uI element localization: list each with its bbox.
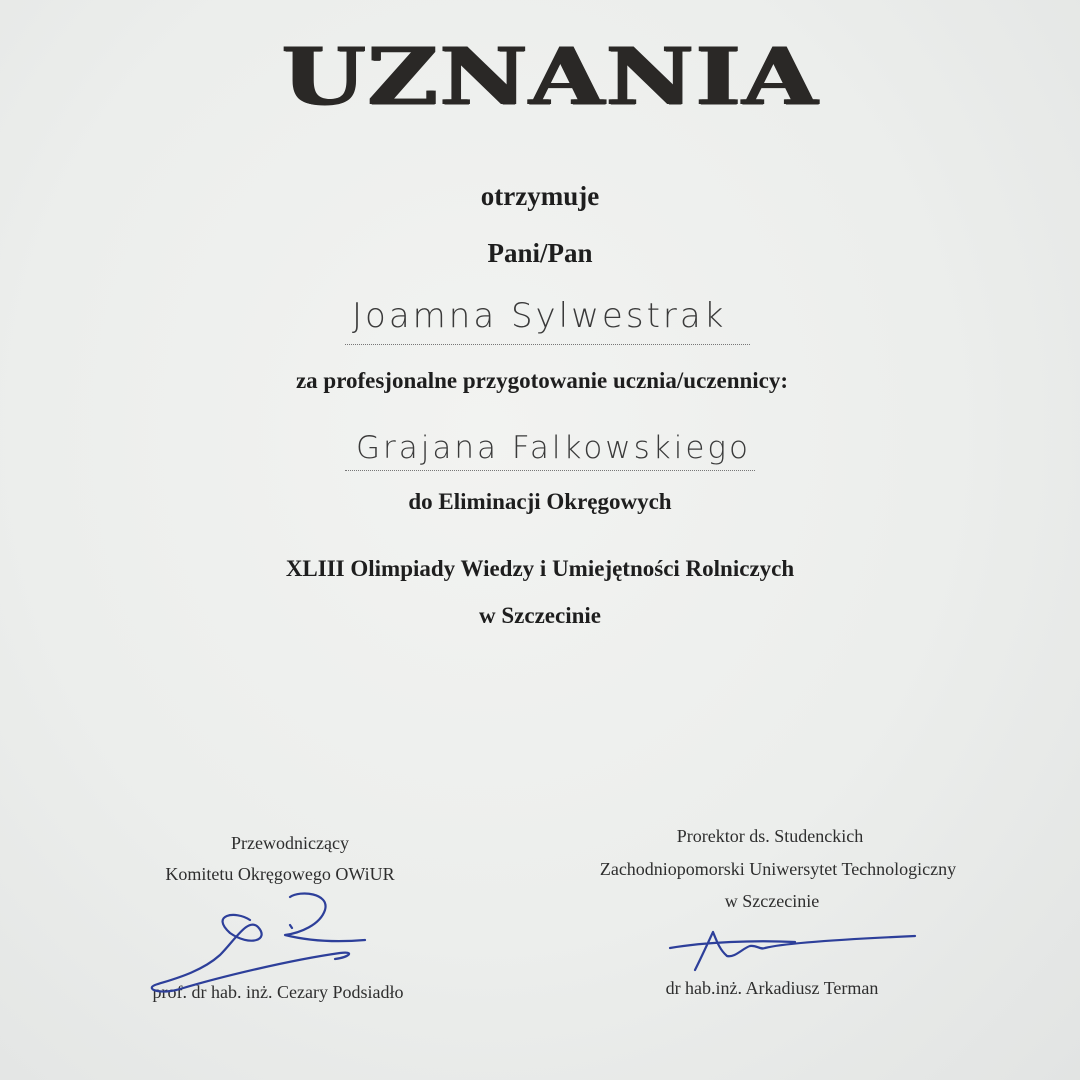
recipient-name-handwritten: Joamna Sylwestrak [352, 296, 727, 336]
right-signature [665, 920, 925, 980]
left-signature [140, 885, 370, 1015]
certificate-title: UZNANIA [281, 30, 819, 123]
left-signatory-role-2: Komitetu Okręgowego OWiUR [165, 864, 395, 884]
left-signatory-name: prof. dr hab. inż. Cezary Podsiadło [152, 982, 404, 1002]
right-signatory-role-1: Prorektor ds. Studenckich [676, 826, 864, 846]
recipient-name-dotted-line [345, 344, 750, 345]
stage-text: do Eliminacji Okręgowych [408, 489, 672, 514]
right-signatory-role-3: w Szczecinie [724, 891, 820, 911]
olympiad-text: XLIII Olimpiady Wiedzy i Umiejętności Rolniczych [285, 556, 795, 581]
student-name-handwritten: Grajana Falkowskiego [356, 430, 751, 466]
reason-text: za profesjonalne przygotowanie ucznia/uczennicy: [295, 368, 789, 393]
receives-text: otrzymuje [480, 181, 600, 211]
city-text: w Szczecinie [479, 603, 601, 628]
left-signatory-role-1: Przewodniczący [231, 833, 349, 853]
right-signatory-role-2: Zachodniopomorski Uniwersytet Technologiczny [599, 859, 957, 879]
student-name-dotted-line [345, 470, 755, 471]
salutation-text: Pani/Pan [487, 238, 593, 268]
right-signatory-name: dr hab.inż. Arkadiusz Terman [665, 978, 879, 998]
